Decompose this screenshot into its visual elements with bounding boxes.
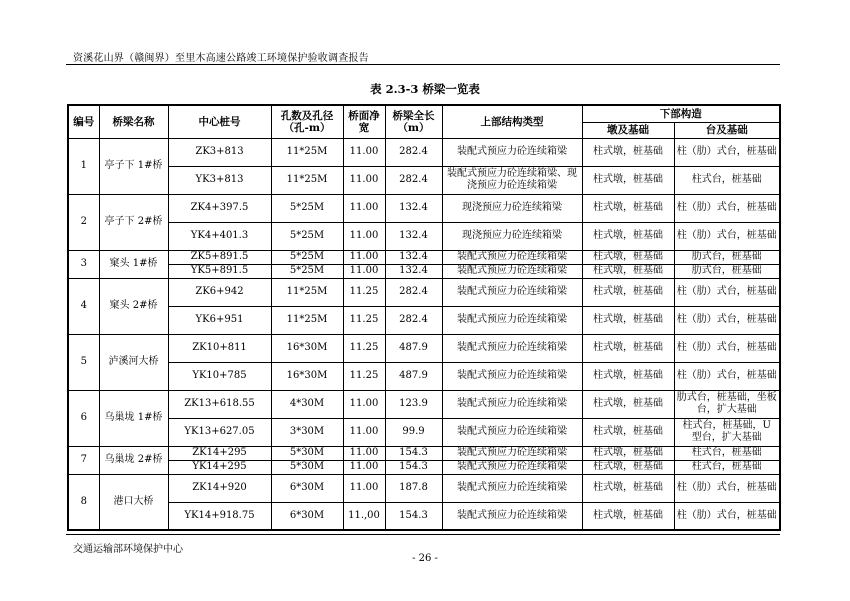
pier-cell: 柱式墩，桩基础 [582, 418, 674, 446]
pier-cell: 柱式墩，桩基础 [582, 460, 674, 474]
pier-cell: 柱式墩，桩基础 [582, 250, 674, 264]
table-row [68, 278, 780, 306]
length-cell: 487.9 [385, 334, 442, 362]
pier-cell: 柱式墩，桩基础 [582, 222, 674, 250]
pier-cell: 柱式墩，桩基础 [582, 390, 674, 418]
width-cell: 11.00 [343, 250, 385, 264]
station-cell: YK14+295 [168, 460, 271, 474]
document-header: 资溪花山界（赣闽界）至里木高速公路竣工环境保护验收调查报告 [73, 53, 369, 64]
abutment-cell: 肋式台，桩基础，坐板台，扩大基础 [674, 390, 780, 418]
abutment-cell: 柱式台，桩基础 [674, 446, 780, 460]
span-cell: 11*25M [271, 278, 343, 306]
pier-cell: 柱式墩，桩基础 [582, 502, 674, 530]
abutment-cell: 柱（肋）式台，桩基础 [674, 222, 780, 250]
table-row [68, 502, 780, 530]
abutment-cell: 肋式台，桩基础 [674, 264, 780, 278]
span-cell: 5*30M [271, 446, 343, 460]
abutment-cell: 柱（肋）式台，桩基础 [674, 306, 780, 334]
length-cell: 132.4 [385, 222, 442, 250]
header-pier: 墩及基础 [582, 122, 674, 138]
span-cell: 5*25M [271, 264, 343, 278]
abutment-cell: 肋式台，桩基础 [674, 250, 780, 264]
width-cell: 11.00 [343, 138, 385, 166]
bridge-name-cell: 泸溪河大桥 [99, 334, 168, 390]
length-cell: 487.9 [385, 362, 442, 390]
length-cell: 99.9 [385, 418, 442, 446]
width-cell: 11.25 [343, 278, 385, 306]
superstructure-cell: 装配式预应力砼连续箱梁 [442, 306, 582, 334]
footer-divider [66, 534, 780, 535]
span-cell: 5*25M [271, 194, 343, 222]
bridge-table [67, 104, 781, 531]
span-cell: 16*30M [271, 334, 343, 362]
station-cell: ZK6+942 [168, 278, 271, 306]
header-substructure: 下部构造 [582, 105, 780, 122]
table-row [68, 138, 780, 166]
length-cell: 282.4 [385, 306, 442, 334]
width-cell: 11.00 [343, 474, 385, 502]
abutment-cell: 柱式台，桩基础 [674, 166, 780, 194]
width-cell: 11.25 [343, 334, 385, 362]
pier-cell: 柱式墩，桩基础 [582, 264, 674, 278]
header-station: 中心桩号 [168, 105, 271, 138]
width-cell: 11.00 [343, 446, 385, 460]
length-cell: 282.4 [385, 138, 442, 166]
span-cell: 5*25M [271, 222, 343, 250]
table-row [68, 418, 780, 446]
pier-cell: 柱式墩，桩基础 [582, 334, 674, 362]
station-cell: ZK14+920 [168, 474, 271, 502]
bridge-name-cell: 亭子下 1#桥 [99, 138, 168, 194]
table-row [68, 334, 780, 362]
station-cell: YK13+627.05 [168, 418, 271, 446]
station-cell: YK6+951 [168, 306, 271, 334]
superstructure-cell: 装配式预应力砼连续箱梁 [442, 390, 582, 418]
width-cell: 11.25 [343, 306, 385, 334]
pier-cell: 柱式墩，桩基础 [582, 362, 674, 390]
superstructure-cell: 装配式预应力砼连续箱梁 [442, 362, 582, 390]
station-cell: ZK14+295 [168, 446, 271, 460]
pier-cell: 柱式墩，桩基础 [582, 194, 674, 222]
span-cell: 6*30M [271, 502, 343, 530]
station-cell: ZK3+813 [168, 138, 271, 166]
bridge-no-cell: 6 [68, 390, 99, 446]
length-cell: 282.4 [385, 278, 442, 306]
bridge-no-cell: 3 [68, 250, 99, 278]
length-cell: 282.4 [385, 166, 442, 194]
width-cell: 11.,00 [343, 502, 385, 530]
abutment-cell: 柱（肋）式台，桩基础 [674, 138, 780, 166]
width-cell: 11.00 [343, 264, 385, 278]
abutment-cell: 柱（肋）式台，桩基础 [674, 362, 780, 390]
bridge-no-cell: 7 [68, 446, 99, 474]
bridge-name-cell: 窠头 2#桥 [99, 278, 168, 334]
header-abutment: 台及基础 [674, 122, 780, 138]
pier-cell: 柱式墩，桩基础 [582, 306, 674, 334]
table-row [68, 194, 780, 222]
width-cell: 11.00 [343, 194, 385, 222]
station-cell: YK3+813 [168, 166, 271, 194]
station-cell: ZK10+811 [168, 334, 271, 362]
header-no: 编号 [68, 105, 99, 138]
superstructure-cell: 装配式预应力砼连续箱梁 [442, 502, 582, 530]
span-cell: 6*30M [271, 474, 343, 502]
span-cell: 3*30M [271, 418, 343, 446]
superstructure-cell: 现浇预应力砼连续箱梁 [442, 222, 582, 250]
pier-cell: 柱式墩，桩基础 [582, 166, 674, 194]
length-cell: 154.3 [385, 502, 442, 530]
header-name: 桥梁名称 [99, 105, 168, 138]
width-cell: 11.00 [343, 222, 385, 250]
table-row [68, 306, 780, 334]
station-cell: YK10+785 [168, 362, 271, 390]
pier-cell: 柱式墩，桩基础 [582, 278, 674, 306]
bridge-no-cell: 2 [68, 194, 99, 250]
abutment-cell: 柱（肋）式台，桩基础 [674, 334, 780, 362]
superstructure-cell: 装配式预应力砼连续箱梁 [442, 474, 582, 502]
table-row [68, 264, 780, 278]
header-length: 桥梁全长（m） [385, 105, 442, 138]
span-cell: 11*25M [271, 306, 343, 334]
width-cell: 11.00 [343, 166, 385, 194]
header-width: 桥面净宽 [343, 105, 385, 138]
header-span: 孔数及孔径（孔-m） [271, 105, 343, 138]
abutment-cell: 柱（肋）式台，桩基础 [674, 474, 780, 502]
bridge-no-cell: 1 [68, 138, 99, 194]
superstructure-cell: 装配式预应力砼连续箱梁 [442, 250, 582, 264]
superstructure-cell: 装配式预应力砼连续箱梁 [442, 418, 582, 446]
superstructure-cell: 装配式预应力砼连续箱梁 [442, 334, 582, 362]
bridge-name-cell: 亭子下 2#桥 [99, 194, 168, 250]
abutment-cell: 柱（肋）式台，桩基础 [674, 502, 780, 530]
pier-cell: 柱式墩，桩基础 [582, 446, 674, 460]
span-cell: 5*25M [271, 250, 343, 264]
table-row [68, 446, 780, 460]
bridge-name-cell: 窠头 1#桥 [99, 250, 168, 278]
header-divider [66, 64, 780, 65]
length-cell: 187.8 [385, 474, 442, 502]
span-cell: 4*30M [271, 390, 343, 418]
length-cell: 154.3 [385, 460, 442, 474]
superstructure-cell: 装配式预应力砼连续箱梁 [442, 138, 582, 166]
span-cell: 5*30M [271, 460, 343, 474]
bridge-name-cell: 港口大桥 [99, 474, 168, 530]
superstructure-cell: 装配式预应力砼连续箱梁、现浇预应力砼连续箱梁 [442, 166, 582, 194]
length-cell: 132.4 [385, 250, 442, 264]
bridge-no-cell: 8 [68, 474, 99, 530]
bridge-table-body [68, 138, 780, 530]
station-cell: YK14+918.75 [168, 502, 271, 530]
width-cell: 11.00 [343, 460, 385, 474]
abutment-cell: 柱式台，桩基础 [674, 460, 780, 474]
table-row [68, 474, 780, 502]
table-row [68, 362, 780, 390]
superstructure-cell: 装配式预应力砼连续箱梁 [442, 446, 582, 460]
table-caption: 表 2.3-3 桥梁一览表 [370, 82, 480, 96]
bridge-name-cell: 乌巢垅 1#桥 [99, 390, 168, 446]
abutment-cell: 柱（肋）式台，桩基础 [674, 278, 780, 306]
superstructure-cell: 装配式预应力砼连续箱梁 [442, 460, 582, 474]
header-superstructure: 上部结构类型 [442, 105, 582, 138]
table-row [68, 250, 780, 264]
span-cell: 11*25M [271, 166, 343, 194]
superstructure-cell: 装配式预应力砼连续箱梁 [442, 278, 582, 306]
abutment-cell: 柱（肋）式台，桩基础 [674, 194, 780, 222]
length-cell: 132.4 [385, 194, 442, 222]
footer-org: 交通运输部环境保护中心 [73, 544, 183, 555]
table-row [68, 460, 780, 474]
bridge-no-cell: 5 [68, 334, 99, 390]
span-cell: 16*30M [271, 362, 343, 390]
length-cell: 132.4 [385, 264, 442, 278]
superstructure-cell: 现浇预应力砼连续箱梁 [442, 194, 582, 222]
page-number: - 26 - [412, 553, 438, 564]
station-cell: ZK13+618.55 [168, 390, 271, 418]
length-cell: 154.3 [385, 446, 442, 460]
span-cell: 11*25M [271, 138, 343, 166]
station-cell: ZK5+891.5 [168, 250, 271, 264]
width-cell: 11.00 [343, 390, 385, 418]
table-row [68, 390, 780, 418]
width-cell: 11.00 [343, 418, 385, 446]
length-cell: 123.9 [385, 390, 442, 418]
bridge-no-cell: 4 [68, 278, 99, 334]
pier-cell: 柱式墩，桩基础 [582, 138, 674, 166]
abutment-cell: 柱式台，桩基础，U 型台，扩大基础 [674, 418, 780, 446]
station-cell: YK5+891.5 [168, 264, 271, 278]
station-cell: ZK4+397.5 [168, 194, 271, 222]
bridge-name-cell: 乌巢垅 2#桥 [99, 446, 168, 474]
width-cell: 11.25 [343, 362, 385, 390]
superstructure-cell: 装配式预应力砼连续箱梁 [442, 264, 582, 278]
pier-cell: 柱式墩，桩基础 [582, 474, 674, 502]
table-row [68, 166, 780, 194]
table-row [68, 222, 780, 250]
station-cell: YK4+401.3 [168, 222, 271, 250]
